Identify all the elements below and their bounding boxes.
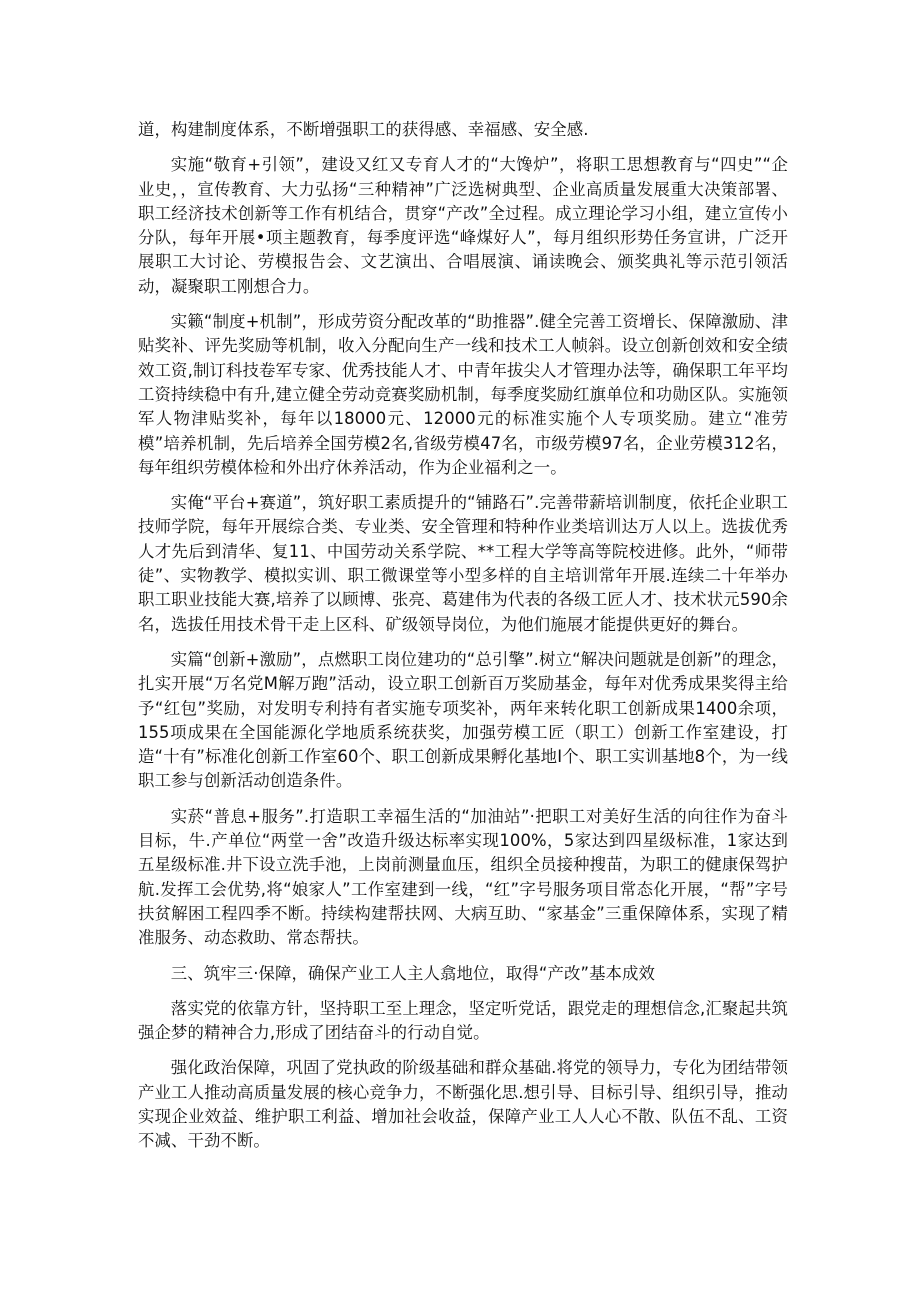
paragraph-political-guarantee: 强化政治保障，巩固了党执政的阶级基础和群众基础.将党的领导力，专化为团结带领产业工人推动高质量发展的核心竞争力，不断强化思.想引导、目标引导、组织引导，推动实现企业效益、维护职工利益、增加社会收益，保障产业工人人心不散、队伍不乱、工资不减、干劲不断。 (138, 1058, 788, 1151)
document-page (138, 118, 788, 1165)
paragraph-continuation: 道，构建制度体系，不断增强职工的获得感、幸福感、安全感. (138, 120, 589, 139)
paragraph-education-guidance: 实施“敬育+引领”，建设又红又专育人才的“大馋炉”，将职工思想教育与“四史”“企业史，，宣传教育、大力弘扬“三种精神”广泛选树典型、企业高质量发展重大决策部署、职工经济技术创新等工作有机结合，贯穿“产改”全过程。成立理论学习小组，建立宣传小分队，每年开展•项主题教育，每季度评选“峰煤好人”，每月组织形势任务宣讲，广泛开展职工大讨论、劳模报告会、文艺演出、合唱展演、诵读晚会、颁奖典礼等示范引领活动，凝聚职工刚想合力。 (138, 155, 788, 296)
paragraph-benefit-service: 实菸“普息+服务”.打造职工幸福生活的“加油站”·把职工对美好生活的向往作为奋斗目标，牛.产单位“两堂一舍”改造升级达标率实现100%，5家达到四星级标准，1家达到五星级标准.井下设立洗手池，上岗前测量血压，组织全员接种搜苗，为职工的健康保驾护航.发挥工会优势,将“娘家人”工作室建到一线，“红”字号服务项目常态化开展，“帮”字号扶贫解困工程四季不断。持续构建帮扶网、大病互助、“家基金”三重保障体系，实现了精准服务、动态救助、常态帮扶。 (138, 806, 788, 948)
paragraph-platform-track: 实俺“平台+赛道”，筑好职工素质提升的“铺路石”.完善带薪培训制度，依托企业职工技师学院，每年开展综合类、专业类、安全管理和特种作业类培训达万人以上。选拔优秀人才先后到清华、复11、中国劳动关系学院、**工程大学等高等院校进修。此外，“师带徒”、实物教学、模拟实训、职工微课堂等小型多样的自主培训常年开展.连续二十年举办职工职业技能大赛,培养了以顾博、张亮、葛建伟为代表的各级工匠人才、技术状元590余名，选拔任用技术骨干走上区科、矿级领导岗位，为他们施展才能提供更好的舞台。 (138, 493, 788, 634)
paragraph-innovation-incentive: 实篇“创新+激励”，点燃职工岗位建功的“总引擎”.树立“解决问题就是创新”的理念，扎实开展“万名党M解万跑”活动，设立职工创新百万奖励基金，每年对优秀成果奖得主给予“红包”奖励，对发明专利持有者实施专项奖补，两年来转化职工创新成果1400余项，155项成果在全国能源化学地质系统获奖，加强劳模工匠（职工）创新工作室建设，打造“十有”标准化创新工作室60个、职工创新成果孵化基地I个、职工实训基地8个，为一线职工参与创新活动创造条件。 (138, 649, 788, 791)
section-heading: 三、筑牢三·保障，确保产业工人主人翕地位，取得“产改”基本成效 (170, 963, 656, 983)
paragraph-reliance-policy: 落实党的依靠方针，坚持职工至上理念，坚定听党话，跟党走的理想信念,汇聚起共筑强企梦的精神合力,形成了团结奋斗的行动自觉。 (138, 998, 788, 1043)
paragraph-system-mechanism: 实籁“制度+机制”，形成劳资分配改革的“助推器”.健全完善工资增长、保障激励、津贴奖补、评先奖励等机制，收入分配向生产一线和技术工人帧斜。设立创新创效和安全绩效工资,制订科技卷军专家、优秀技能人才、中青年拔尖人才管理办法等，确保职工年平均工资持续稳中有升,建立健全劳动竞赛奖励机制，每季度奖励红旗单位和功勋区队。实施领军人物津贴奖补，每年以18000元、12000元的标准实施个人专项奖励。建立“准劳模”培养机制，先后培养全国劳模2名,省级劳模47名，市级劳模97名，企业劳模312名，每年组织劳模体检和外出疗休养活动，作为企业福利之一。 (138, 312, 788, 477)
